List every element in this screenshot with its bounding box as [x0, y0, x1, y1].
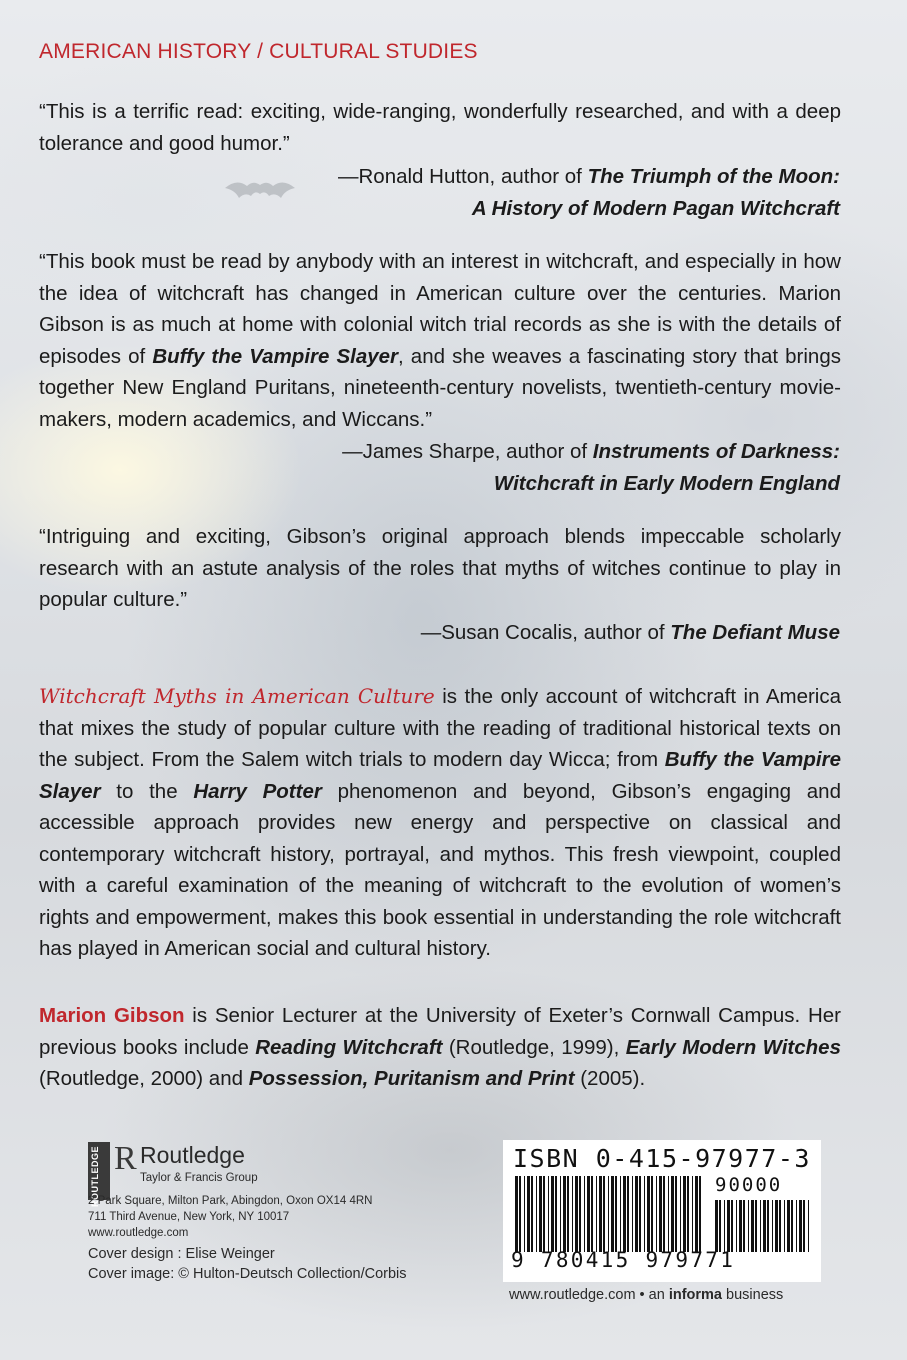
footer-suffix: business — [722, 1287, 784, 1303]
price-code: 90000 — [715, 1174, 783, 1196]
quote-2-text-part-2: , and she weaves a fascinating story that brings together New England Puritans, nineteenth-century novelists, twentieth-century movie-makers, modern academics, and Wiccans.” — [39, 344, 841, 431]
publisher-tagline: Taylor & Francis Group — [140, 1172, 258, 1184]
ean-number: 9 780415 979771 — [511, 1248, 736, 1272]
book-title-script: Witchcraft Myths in American Culture — [39, 684, 435, 708]
quote-1-attribution-prefix: —Ronald Hutton, author of — [338, 165, 588, 188]
publisher-block — [88, 1140, 508, 1310]
description-part-3: phenomenon and beyond, Gibson’s engaging and accessible approach provides new energy and perspective on classical and contemporary witchcraft history, portrayal, and mythos. This fresh viewpoint, coupled with a careful examination of the meaning of witchcraft to the evolution of women’s rights and empowerment, makes this book essential in understanding the role witchcraft has played in American social and cultural history. — [39, 779, 841, 960]
quote-2-text — [39, 246, 841, 435]
quote-2-attribution — [140, 436, 840, 499]
author-bio-part-1: is Senior Lecturer at the University of Exeter’s Cornwall Campus. Her previous books include — [39, 1004, 841, 1059]
author-bio-part-2: (Routledge, 1999), — [442, 1035, 626, 1059]
quote-3-text: “Intriguing and exciting, Gibson’s original approach blends impeccable scholarly research with an astute analysis of the roles that myths of witches continue to play in popular culture.” — [39, 525, 841, 611]
author-bio-part-4: (2005). — [574, 1067, 646, 1090]
isbn-barcode — [503, 1140, 821, 1282]
footer-line — [509, 1287, 783, 1303]
publisher-website: www.routledge.com — [88, 1227, 189, 1239]
author-bio — [39, 1000, 841, 1095]
publisher-address-us: 711 Third Avenue, New York, NY 10017 — [88, 1211, 290, 1223]
author-bio-part-3: (Routledge, 2000) and — [39, 1067, 249, 1090]
description-potter-title: Harry Potter — [193, 779, 322, 803]
quote-2-book-title-1: Instruments of Darkness: — [592, 440, 840, 463]
author-name: Marion Gibson — [39, 1004, 185, 1027]
publisher-name: Routledge — [140, 1142, 245, 1168]
routledge-logo-vertical-text: ROUTLEDGE — [90, 1146, 100, 1208]
category-heading: AMERICAN HISTORY / CULTURAL STUDIES — [39, 40, 478, 63]
book-description — [39, 681, 841, 965]
author-book-3: Possession, Puritanism and Print — [248, 1067, 575, 1090]
quote-2-text-part-1: “This book must be read by anybody with an interest in witchcraft, and especially in how the idea of witchcraft has changed in American culture over the centuries. Marion Gibson is as much at home with colonial witch trial records as she is with the details of episodes of — [39, 250, 841, 368]
footer-website: www.routledge.com — [509, 1287, 636, 1303]
price-barcode-bars — [715, 1200, 811, 1252]
cover-design-credit: Cover design : Elise Weinger — [88, 1246, 275, 1262]
author-book-1: Reading Witchcraft — [255, 1035, 443, 1059]
author-book-2: Early Modern Witches — [625, 1035, 841, 1059]
cover-image-credit: Cover image: © Hulton-Deutsch Collection/Corbis — [88, 1266, 407, 1282]
informa-brand: informa — [668, 1287, 722, 1303]
isbn-number: ISBN 0-415-97977-3 — [513, 1144, 811, 1173]
quote-3-attribution — [140, 617, 840, 649]
ean-barcode-bars — [515, 1176, 703, 1252]
quote-1-text: “This is a terrific read: exciting, wide-ranging, wonderfully researched, and with a deep tolerance and good humor.” — [39, 100, 841, 155]
quote-3-attribution-prefix: —Susan Cocalis, author of — [420, 621, 671, 644]
quote-2-book-title-2: Witchcraft in Early Modern England — [493, 471, 840, 495]
routledge-logo-mark — [88, 1142, 110, 1208]
description-buffy-title: Buffy the Vampire Slayer — [39, 748, 841, 803]
quote-1-book-title-2: A History of Modern Pagan Witchcraft — [471, 196, 840, 220]
quote-3-book-title: The Defiant Muse — [670, 621, 840, 644]
footer-separator: • an — [635, 1287, 669, 1303]
publisher-address-uk: 2 Park Square, Milton Park, Abingdon, Oxon OX14 4RN — [88, 1195, 373, 1207]
description-part-1: is the only account of witchcraft in America that mixes the study of popular culture with the reading of traditional historical texts on the subject. From the Salem witch trials to modern day Wicca; from — [39, 685, 841, 771]
quote-1-book-title-1: The Triumph of the Moon: — [587, 165, 840, 188]
quote-1-attribution — [140, 161, 840, 224]
quote-2-show-title: Buffy the Vampire Slayer — [152, 344, 399, 368]
quote-2-attribution-prefix: —James Sharpe, author of — [342, 440, 593, 463]
routledge-r-icon: R — [114, 1140, 137, 1177]
description-part-2: to the — [100, 779, 194, 803]
